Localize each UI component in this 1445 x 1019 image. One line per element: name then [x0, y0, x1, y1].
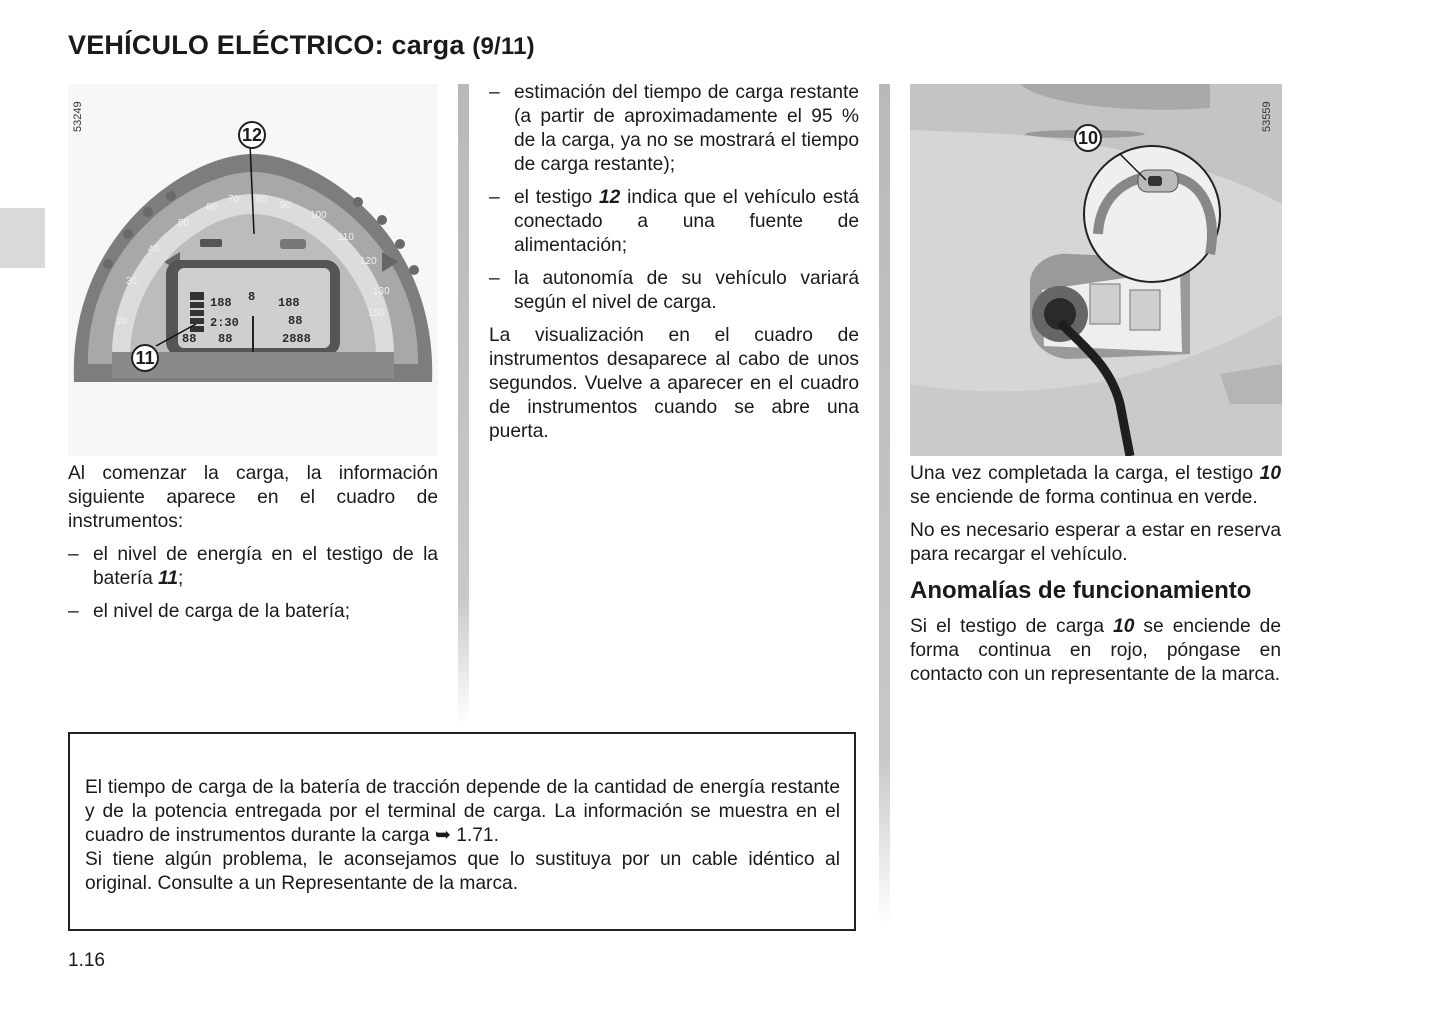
column-divider-2 [879, 84, 890, 924]
svg-text:88: 88 [182, 332, 197, 346]
svg-text:110: 110 [338, 232, 354, 243]
charging-port-figure [910, 84, 1282, 456]
figure-code-right: 53559 [1261, 101, 1273, 132]
section-title: Anomalías de funcionamiento [910, 577, 1252, 604]
column-2 [489, 81, 859, 453]
svg-text:130: 130 [373, 286, 390, 297]
chapter-tab [0, 208, 45, 268]
svg-text:40: 40 [148, 244, 160, 255]
title-part: (9/11) [472, 33, 535, 60]
instrument-cluster-figure [68, 84, 438, 456]
svg-text:60: 60 [206, 202, 218, 213]
col3-p1: Una vez completada la carga, el testigo 10 se enciende de forma continua en verde. [910, 463, 1281, 508]
note-line-1: El tiempo de carga de la batería de tracción depende de la cantidad de energía restante y de la potencia entregada por el terminal de carga. La información se muestra en el cuadro de instrumentos durante la carga ➥ 1.71. [85, 777, 840, 846]
col2-paragraph: La visualización en el cuadro de instrumentos desaparece al cabo de unos segundos. Vuelve a aparecer en el cuadro de instrumentos cuando se abre una puerta. [489, 325, 859, 442]
col1-intro: Al comenzar la carga, la información siguiente aparece en el cuadro de instrumentos: [68, 463, 438, 532]
column-1 [68, 462, 438, 633]
svg-text:70: 70 [228, 194, 240, 205]
list-item: – estimación del tiempo de carga restante (a partir de aproximadamente el 95 % de la carga, ya no se mostrará el tiempo de carga restante); [489, 82, 859, 175]
svg-text:50: 50 [178, 218, 190, 229]
callout-10: 10 [1074, 124, 1102, 152]
svg-text:100: 100 [310, 210, 327, 221]
list-item: – el nivel de carga de la batería; [68, 601, 351, 622]
svg-text:188: 188 [210, 296, 232, 310]
svg-text:188: 188 [278, 296, 300, 310]
col3-p3: Si el testigo de carga 10 se enciende de forma continua en rojo, póngase en contacto con un representante de la marca. [910, 616, 1281, 685]
note-box [68, 732, 856, 931]
column-divider-1 [458, 84, 469, 724]
col3-p2: No es necesario esperar a estar en reserva para recargar el vehículo. [910, 520, 1281, 565]
svg-text:120: 120 [360, 256, 377, 267]
page-title [68, 30, 535, 61]
list-item: – el testigo 12 indica que el vehículo está conectado a una fuente de alimentación; [489, 187, 859, 256]
svg-text:20: 20 [116, 316, 128, 327]
svg-text:2:30: 2:30 [210, 316, 239, 330]
title-text: VEHÍCULO ELÉCTRICO: carga [68, 30, 465, 60]
svg-text:88: 88 [218, 332, 233, 346]
svg-text:80: 80 [256, 194, 268, 205]
list-item: – la autonomía de su vehículo variará según el nivel de carga. [489, 268, 859, 313]
svg-text:8: 8 [248, 290, 256, 304]
callout-11: 11 [131, 344, 159, 372]
svg-text:150: 150 [368, 308, 385, 319]
figure-code: 53249 [72, 101, 84, 132]
svg-text:90: 90 [280, 200, 292, 211]
list-item: – el nivel de energía en el testigo de la batería 11; [68, 544, 438, 589]
svg-text:30: 30 [126, 276, 138, 287]
page-number: 1.16 [68, 950, 105, 971]
note-line-2: Si tiene algún problema, le aconsejamos que lo sustituya por un cable idéntico al original. Consulte a un Representante de la marca. [85, 849, 840, 894]
svg-text:88: 88 [288, 314, 303, 328]
callout-12: 12 [238, 121, 266, 149]
svg-text:2888: 2888 [282, 332, 311, 346]
column-3 [910, 462, 1281, 696]
